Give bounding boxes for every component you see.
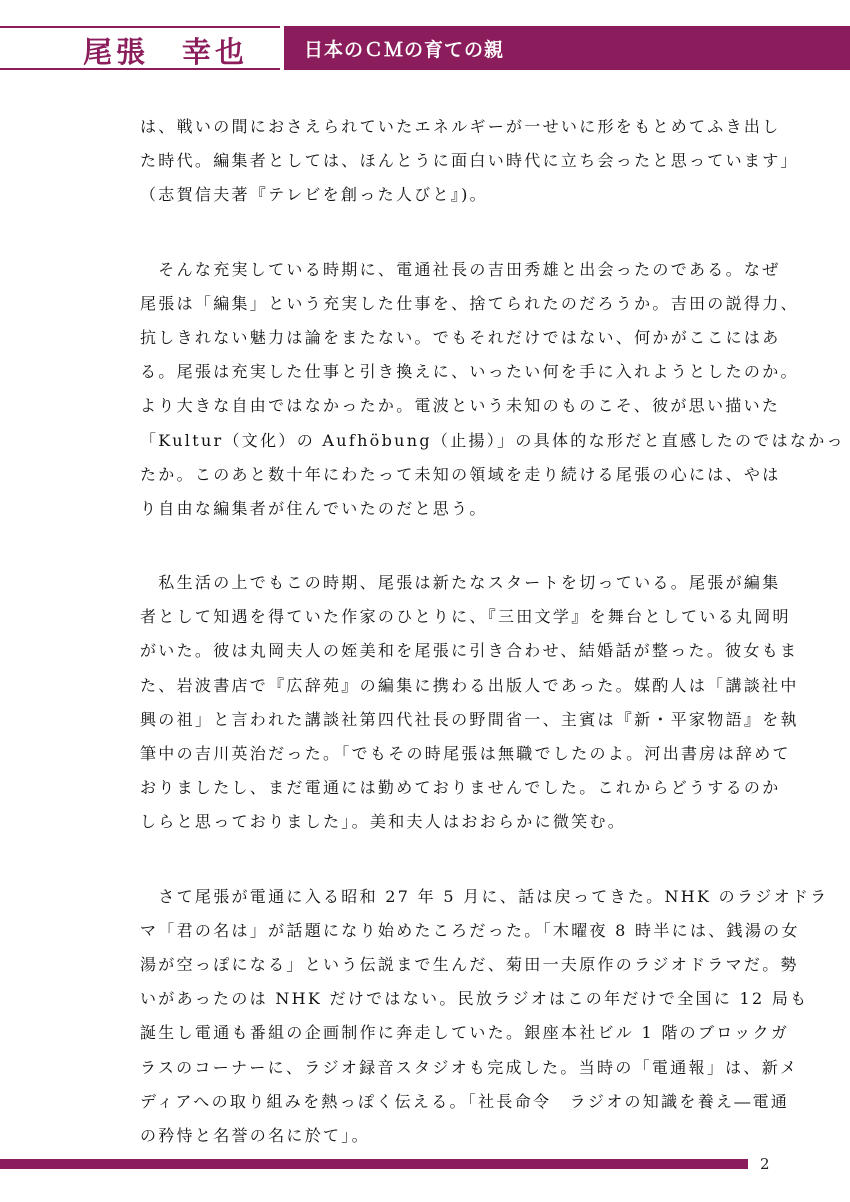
text-line: ディアへの取り組みを熱っぽく伝える。「社長命令 ラジオの知識を養え―電通 — [140, 1091, 790, 1111]
author-box — [0, 26, 280, 70]
text-line: いがあったのは NHK だけではない。民放ラジオはこの年だけで全国に 12 局も — [140, 989, 809, 1009]
text-line: た、岩波書店で『広辞苑』の編集に携わる出版人であった。媒酌人は「講談社中 — [140, 675, 799, 695]
text-line: さて尾張が電通に入る昭和 27 年 5 月に、話は戻ってきた。NHK のラジオドラ — [140, 886, 829, 906]
text-line: は、戦いの間におさえられていたエネルギーが一せいに形をもとめてふき出し — [140, 117, 781, 136]
paragraph — [140, 566, 799, 840]
title-banner — [284, 26, 850, 70]
text-line: マ「君の名は」が話題になり始めたころだった。「木曜夜 8 時半には、銭湯の女 — [140, 920, 800, 940]
footer-bar — [0, 1159, 748, 1169]
text-line: た時代。編集者としては、ほんとうに面白い時代に立ち会ったと思っています」 — [140, 151, 799, 171]
text-line: （志賀信夫著『テレビを創った人びと』)。 — [140, 185, 488, 205]
paragraph — [140, 110, 799, 213]
text-line: 湯が空っぽになる」という伝説まで生んだ、菊田一夫原作のラジオドラマだ。勢 — [140, 954, 799, 974]
text-line: 筆中の吉川英治だった。「でもその時尾張は無職でしたのよ。河出書房は辞めて — [140, 744, 791, 763]
text-line: 者として知遇を得ていた作家のひとりに、『三田文学』を舞台としている丸岡明 — [140, 607, 791, 627]
text-line: り自由な編集者が住んでいたのだと思う。 — [140, 498, 488, 518]
text-line: しらと思っておりました」。美和夫人はおおらかに微笑む。 — [140, 812, 627, 832]
text-line: る。尾張は充実した仕事と引き換えに、いったい何を手に入れようとしたのか。 — [140, 362, 799, 382]
text-line: ラスのコーナーに、ラジオ録音スタジオも完成した。当時の「電通報」は、新メ — [140, 1057, 799, 1077]
text-line: そんな充実している時期に、電通社長の吉田秀雄と出会ったのである。なぜ — [140, 259, 781, 279]
text-line: 「Kultur（文化）の Aufhöbung（止揚）」の具体的な形だと直感したのではなかっ — [140, 430, 845, 450]
article-body — [140, 110, 845, 1193]
paragraph — [140, 880, 829, 1154]
text-line: がいた。彼は丸岡夫人の姪美和を尾張に引き合わせ、結婚話が整った。彼女もま — [140, 641, 799, 661]
text-line: 私生活の上でもこの時期、尾張は新たなスタートを切っている。尾張が編集 — [140, 573, 781, 593]
text-line: より大きな自由ではなかったか。電波という未知のものこそ、彼が思い描いた — [140, 396, 781, 416]
article-title: 日本のＣＭの育ての親 — [304, 39, 505, 61]
text-line: たか。このあと数十年にわたって未知の領域を走り続ける尾張の心には、やは — [140, 464, 781, 484]
page-header — [0, 26, 850, 70]
text-line: 興の祖」と言われた講談社第四代社長の野間省一、主賓は『新・平家物語』を執 — [140, 709, 799, 729]
text-line: 抗しきれない魅力は論をまたない。でもそれだけではない、何かがここにはあ — [140, 327, 781, 347]
page-number: 2 — [760, 1155, 770, 1173]
text-line: 誕生し電通も番組の企画制作に奔走していた。銀座本社ビル 1 階のブロックガ — [140, 1023, 790, 1043]
text-line: の矜恃と名誉の名に於て」。 — [140, 1125, 370, 1145]
text-line: おりましたし、まだ電通には勤めておりませんでした。これからどうするのか — [140, 778, 781, 798]
text-line: 尾張は「編集」という充実した仕事を、捨てられたのだろうか。吉田の説得力、 — [140, 293, 799, 313]
paragraph — [140, 253, 845, 527]
author-name: 尾張 幸也 — [83, 35, 249, 69]
